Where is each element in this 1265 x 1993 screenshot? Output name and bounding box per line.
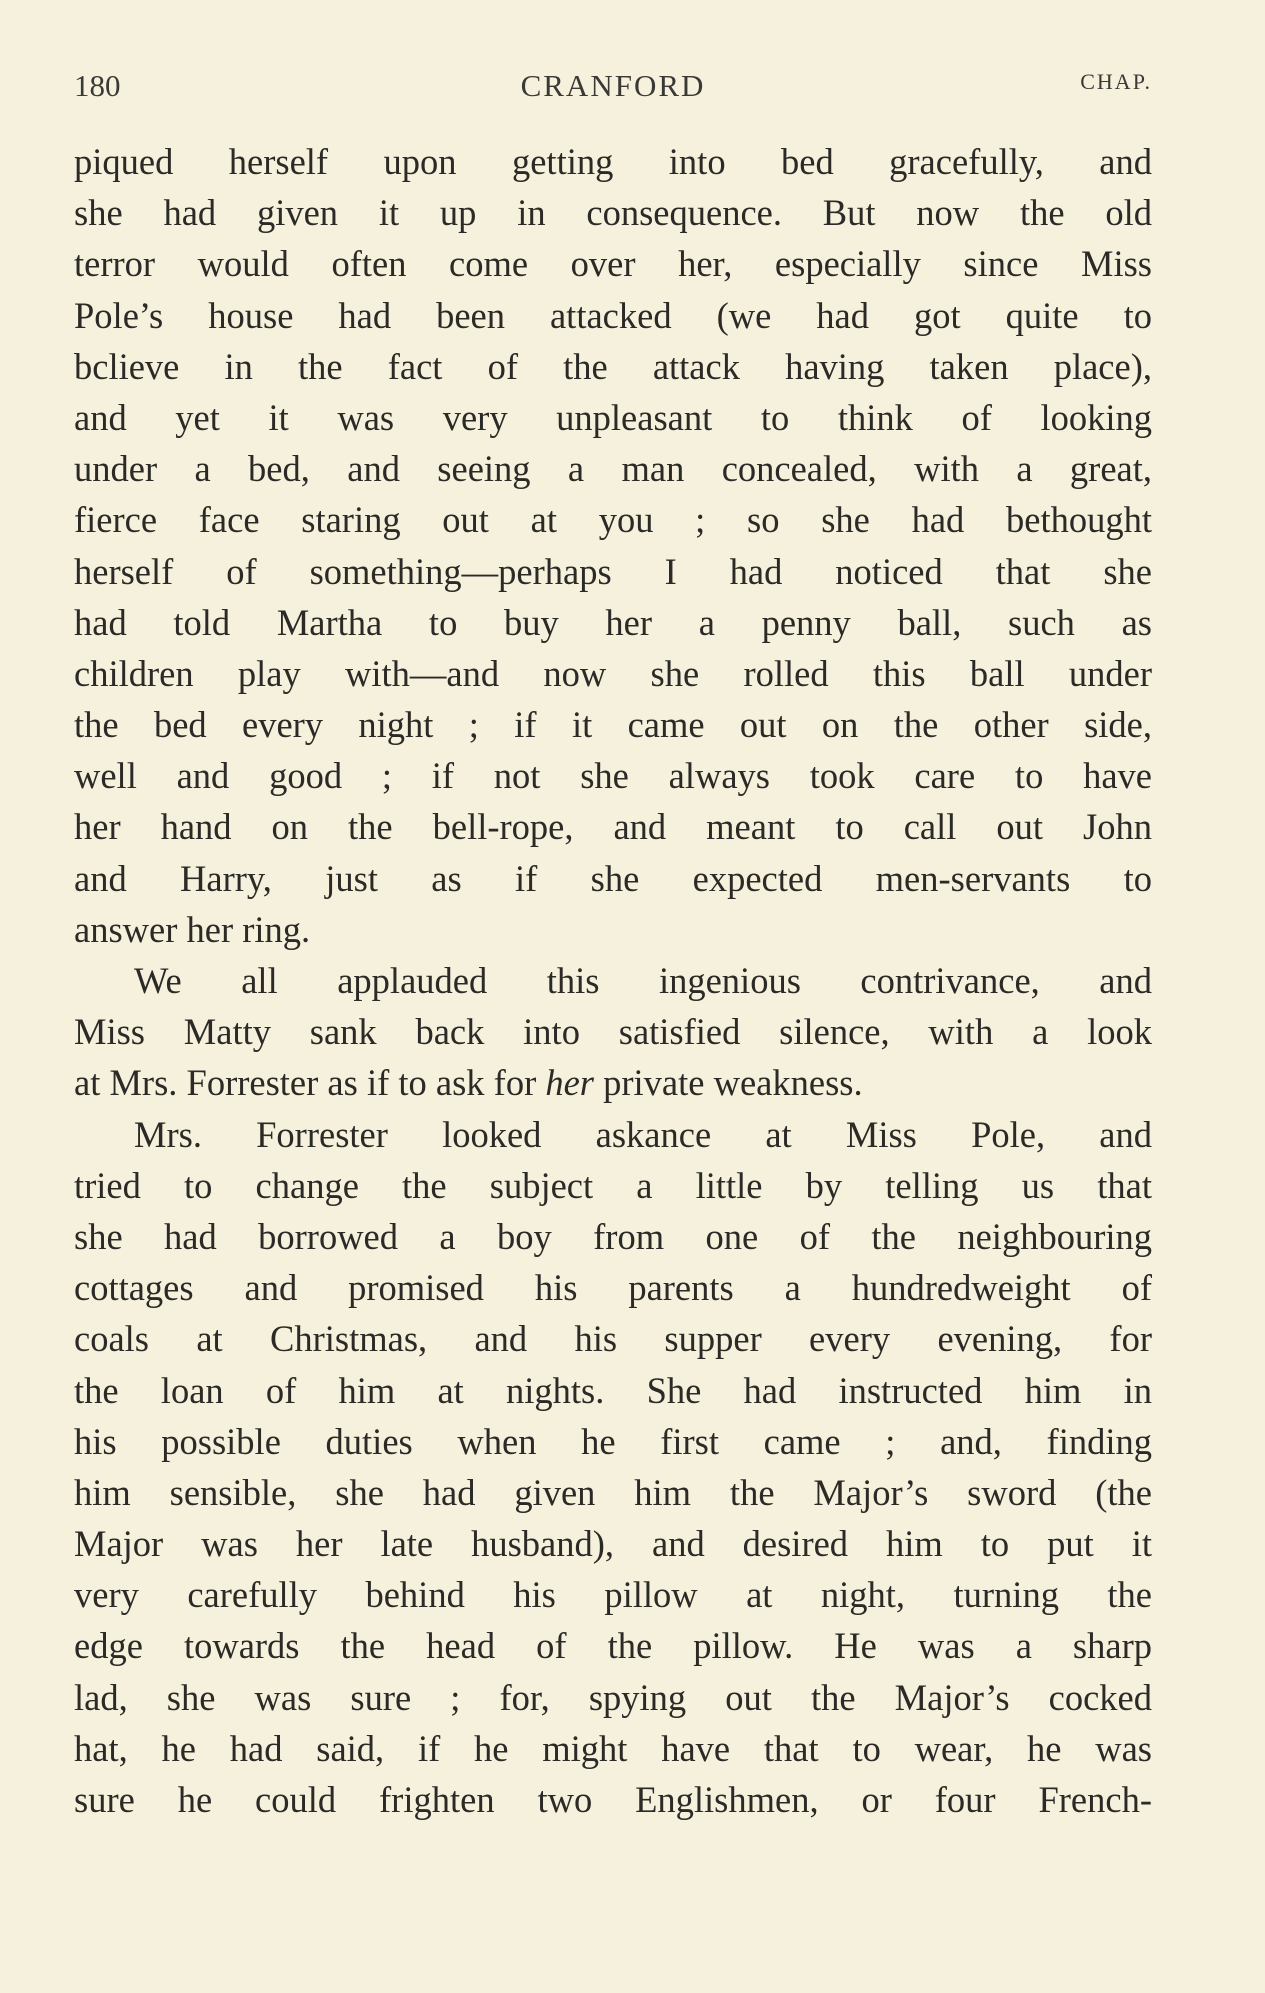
text-line: and Harry, just as if she expected men-servants to xyxy=(74,857,1152,899)
text-line: the bed every night ; if it came out on the other side, xyxy=(74,704,1152,746)
text-line: her hand on the bell-rope, and meant to call out John xyxy=(74,806,1152,848)
text-line: Major was her late husband), and desired him to put it xyxy=(74,1523,1152,1565)
text-line: Pole’s house had been attacked (we had got quite to xyxy=(74,294,1152,336)
text-line: children play with—and now she rolled this ball under xyxy=(74,652,1152,694)
text-line: his possible duties when he first came ; and, finding xyxy=(74,1420,1152,1462)
paragraph-end-line: answer her ring. xyxy=(74,908,311,950)
line-text-before: at Mrs. Forrester as if to ask for xyxy=(74,1062,546,1104)
paragraph-start-line: We all applauded this ingenious contrivance, and xyxy=(134,960,1152,1001)
text-line: him sensible, she had given him the Major’s sword (the xyxy=(74,1471,1152,1513)
text-line: Miss Matty sank back into satisfied silence, with a look xyxy=(74,1011,1152,1053)
body-text xyxy=(74,136,1152,1825)
text-line: tried to change the subject a little by telling us that xyxy=(74,1164,1152,1206)
running-title: CRANFORD xyxy=(520,68,706,103)
text-line: hat, he had said, if he might have that to wear, he was xyxy=(74,1727,1152,1769)
page-number: 180 xyxy=(74,68,121,103)
text-line: cottages and promised his parents a hundredweight of xyxy=(74,1267,1152,1309)
paragraph-start-line: Mrs. Forrester looked askance at Miss Pole, and xyxy=(134,1113,1152,1155)
chapter-label: CHAP. xyxy=(1080,69,1152,94)
text-line: edge towards the head of the pillow. He was a sharp xyxy=(74,1625,1152,1667)
text-line: the loan of him at nights. She had instructed him in xyxy=(74,1369,1152,1411)
text-line: terror would often come over her, especially since Miss xyxy=(74,243,1152,285)
text-line: she had borrowed a boy from one of the neighbouring xyxy=(74,1215,1152,1257)
text-line: had told Martha to buy her a penny ball, such as xyxy=(74,601,1152,643)
text-line: and yet it was very unpleasant to think of looking xyxy=(74,396,1152,438)
text-line: well and good ; if not she always took care to have xyxy=(74,755,1152,797)
line-text-after: private weakness. xyxy=(594,1062,863,1104)
text-line: piqued herself upon getting into bed gracefully, and xyxy=(74,141,1152,182)
text-line: bclieve in the fact of the attack having taken place), xyxy=(74,345,1152,387)
text-line: she had given it up in consequence. But now the old xyxy=(74,192,1152,234)
text-line: coals at Christmas, and his supper every evening, for xyxy=(74,1318,1152,1360)
text-line: fierce face staring out at you ; so she had bethought xyxy=(74,499,1152,541)
running-header xyxy=(74,62,1152,110)
text-line: herself of something—perhaps I had noticed that she xyxy=(74,550,1152,592)
text-line: very carefully behind his pillow at night, turning the xyxy=(74,1574,1152,1616)
italic-word: her xyxy=(545,1062,595,1104)
text-line: under a bed, and seeing a man concealed, with a great, xyxy=(74,448,1152,490)
text-line: lad, she was sure ; for, spying out the Major’s cocked xyxy=(74,1676,1152,1718)
text-line: sure he could frighten two Englishmen, or four French- xyxy=(74,1779,1152,1820)
paragraph-end-line xyxy=(74,1057,1152,1108)
